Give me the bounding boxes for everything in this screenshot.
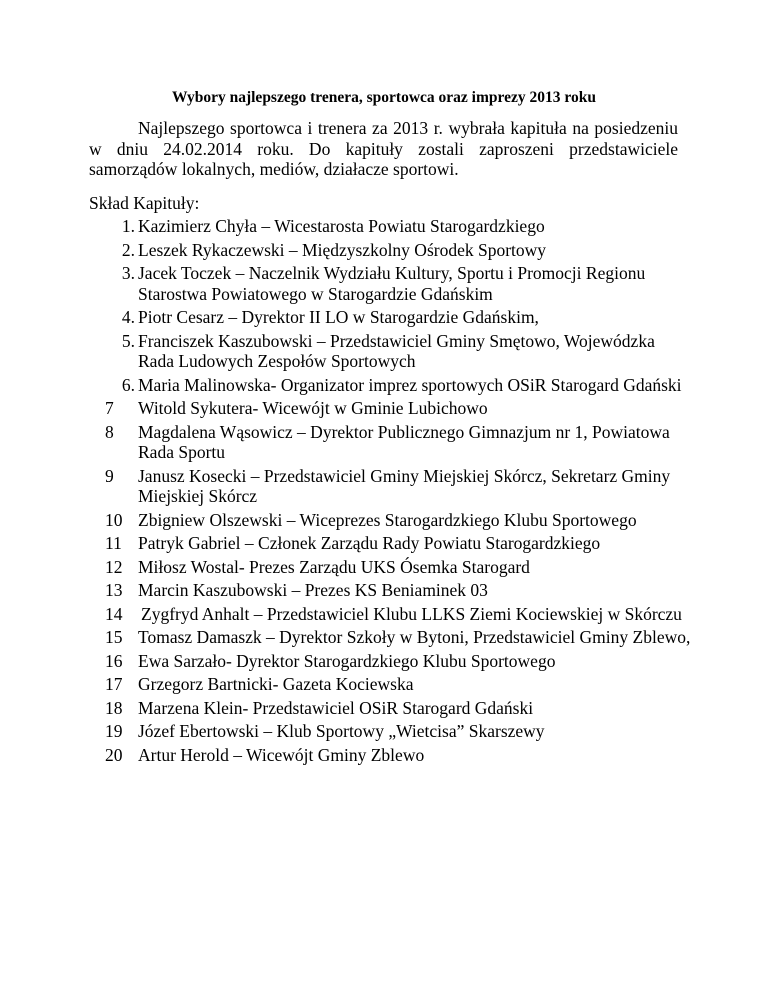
list-item-number: 8 (105, 421, 114, 442)
list-item-text: Zbigniew Olszewski – Wiceprezes Starogardzkiego Klubu Sportowego (138, 509, 637, 530)
list-item-number: 1. (121, 216, 135, 236)
list-item (105, 240, 695, 261)
list-item-number: 16 (105, 650, 123, 671)
list-item-number: 20 (105, 744, 123, 765)
list-item (105, 307, 695, 328)
members-list (105, 216, 695, 768)
list-item-text: Piotr Cesarz – Dyrektor II LO w Starogardzie Gdańskim, (138, 307, 539, 327)
intro-paragraph: Najlepszego sportowca i trenera za 2013 r. wybrała kapituła na posiedzeniu w dniu 24.02.2014 roku. Do kapituły zostali zaproszeni przedstawiciele samorządów lokalnych, mediów, działacze sportowi. (89, 118, 678, 179)
list-item (105, 627, 695, 648)
list-heading: Skład Kapituły: (89, 193, 200, 213)
list-item (105, 466, 695, 507)
list-item-text: Marcin Kaszubowski – Prezes KS Beniaminek 03 (138, 580, 488, 600)
list-item (105, 557, 695, 578)
list-item-number: 19 (105, 721, 123, 741)
list-item (105, 375, 695, 396)
list-item (105, 263, 695, 304)
list-item (105, 510, 695, 531)
list-item-number: 17 (105, 674, 123, 694)
list-item (105, 745, 695, 766)
list-item-number: 4. (121, 307, 135, 327)
list-item-text: Jacek Toczek – Naczelnik Wydziału Kultury, Sportu i Promocji Regionu Starostwa Powiatowego w Starogardzie Gdańskim (138, 263, 646, 304)
list-item-text: Janusz Kosecki – Przedstawiciel Gminy Miejskiej Skórcz, Sekretarz Gminy Miejskiej Skórcz (138, 465, 671, 506)
list-item-number: 5. (121, 330, 135, 351)
list-item-number: 14 (105, 603, 123, 624)
list-item-text: Tomasz Damaszk – Dyrektor Szkoły w Bytoni, Przedstawiciel Gminy Zblewo, (138, 627, 691, 647)
list-item-text: Kazimierz Chyła – Wicestarosta Powiatu Starogardzkiego (138, 216, 545, 236)
list-item (105, 216, 695, 237)
list-item (105, 674, 695, 695)
list-item-number: 9 (105, 465, 114, 486)
list-item (105, 422, 695, 463)
list-item-number: 18 (105, 697, 123, 718)
list-item-text: Ewa Sarzało- Dyrektor Starogardzkiego Klubu Sportowego (138, 650, 556, 671)
list-item-text: Marzena Klein- Przedstawiciel OSiR Starogard Gdański (138, 697, 534, 718)
list-item-text: Józef Ebertowski – Klub Sportowy „Wietcisa” Skarszewy (138, 721, 545, 741)
list-item (105, 698, 695, 719)
list-item (105, 533, 695, 554)
list-item (105, 331, 695, 372)
list-item (105, 604, 695, 625)
list-item (105, 651, 695, 672)
list-item-text: Patryk Gabriel – Członek Zarządu Rady Powiatu Starogardzkiego (138, 533, 601, 553)
list-item-text: Franciszek Kaszubowski – Przedstawiciel Gminy Smętowo, Wojewódzka Rada Ludowych Zespołów Sportowych (138, 330, 655, 371)
list-item-number: 11 (105, 533, 122, 553)
list-item-text: Leszek Rykaczewski – Międzyszkolny Ośrodek Sportowy (138, 239, 547, 260)
list-item-text: Maria Malinowska- Organizator imprez sportowych OSiR Starogard Gdański (138, 374, 682, 395)
list-item-text: Grzegorz Bartnicki- Gazeta Kociewska (138, 674, 414, 694)
list-item-number: 15 (105, 627, 123, 647)
list-item-number: 6. (121, 374, 135, 395)
list-item-number: 10 (105, 509, 123, 530)
list-item (105, 721, 695, 742)
document-title: Wybory najlepszego trenera, sportowca oraz imprezy 2013 roku (172, 89, 596, 106)
list-item-number: 13 (105, 580, 123, 600)
list-item (105, 580, 695, 601)
list-item-text: Witold Sykutera- Wicewójt w Gminie Lubichowo (138, 398, 488, 418)
list-item-text: Miłosz Wostal- Prezes Zarządu UKS Ósemka Starogard (138, 556, 530, 577)
list-item-text: Magdalena Wąsowicz – Dyrektor Publicznego Gimnazjum nr 1, Powiatowa Rada Sportu (138, 421, 670, 462)
list-item-number: 7 (105, 398, 114, 418)
list-item-text: Artur Herold – Wicewójt Gminy Zblewo (138, 744, 425, 765)
list-item-number: 3. (121, 263, 135, 283)
list-item-number: 12 (105, 556, 123, 577)
list-item (105, 398, 695, 419)
list-item-text: Zygfryd Anhalt – Przedstawiciel Klubu LLKS Ziemi Kociewskiej w Skórczu (141, 603, 682, 624)
list-item-number: 2. (121, 239, 135, 260)
